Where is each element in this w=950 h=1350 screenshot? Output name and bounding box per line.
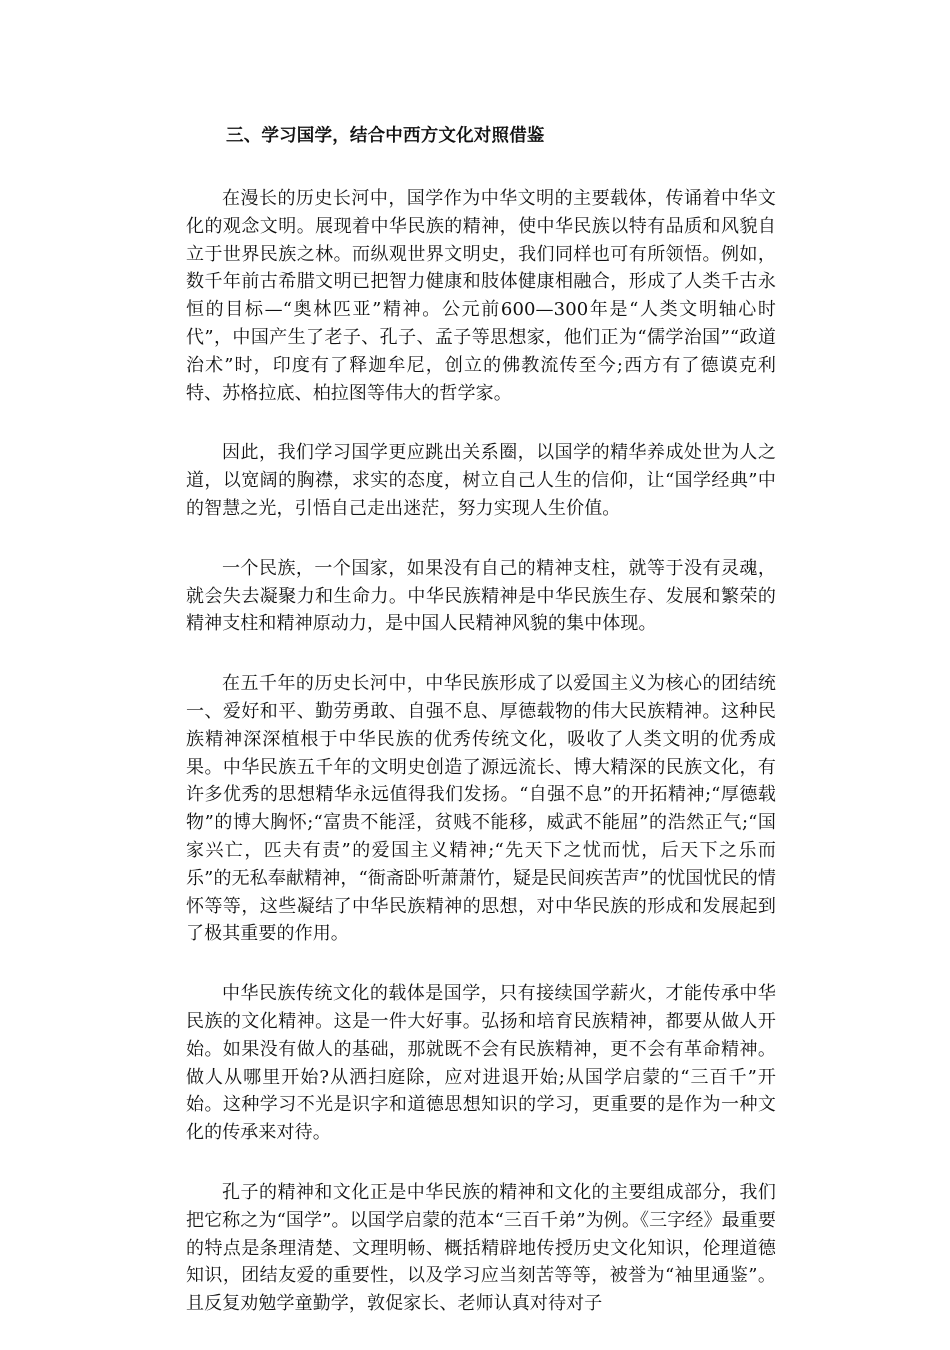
section-heading: 三、学习国学，结合中西方文化对照借鉴 [226, 126, 545, 146]
paragraph-five-thousand-years: 在五千年的历史长河中，中华民族形成了以爱国主义为核心的团结统一、爱好和平、勤劳勇敢、自强不息、厚德载物的伟大民族精神。这种民族精神深深植根于中华民族的优秀传统文化，吸收了人类文明的优秀成果。中华民族五千年的文明史创造了源远流长、博大精深的民族文化，有许多优秀的思想精华永远值得我们发扬。“自强不息”的开拓精神;“厚德载物”的博大胸怀;“富贵不能淫，贫贱不能移，威武不能屈”的浩然正气;“国家兴亡，匹夫有责”的爱国主义精神;“先天下之忧而忧，后天下之乐而乐”的无私奉献精神，“衙斋卧听萧萧竹，疑是民间疾苦声”的忧国忧民的情怀等等，这些凝结了中华民族精神的思想，对中华民族的形成和发展起到了极其重要的作用。 [186, 673, 776, 945]
document-page [186, 120, 776, 1350]
paragraph-confucius: 孔子的精神和文化正是中华民族的精神和文化的主要组成部分，我们把它称之为“国学”。以国学启蒙的范本“三百千弟”为例。《三字经》最重要的特点是条理清楚、文理明畅、概括精辟地传授历史文化知识，伦理道德知识，团结友爱的重要性，以及学习应当刻苦等等，被誉为“袖里通鉴”。且反复劝勉学童勤学，敦促家长、老师认真对待对子 [186, 1181, 776, 1315]
paragraph-traditional-culture: 中华民族传统文化的载体是国学，只有接续国学薪火，才能传承中华民族的文化精神。这是一件大好事。弘扬和培育民族精神，都要从做人开始。如果没有做人的基础，那就既不会有民族精神，更不会有革命精神。做人从哪里开始?从洒扫庭除，应对进退开始;从国学启蒙的“三百千”开始。这种学习不光是识字和道德思想知识的学习，更重要的是作为一种文化的传承来对待。 [186, 983, 776, 1144]
paragraph-history-of-guoxue: 在漫长的历史长河中，国学作为中华文明的主要载体，传诵着中华文化的观念文明。展现着中华民族的精神，使中华民族以特有品质和风貌自立于世界民族之林。而纵观世界文明史，我们同样也可有所领悟。例如，数千年前古希腊文明已把智力健康和肢体健康相融合，形成了人类千古永恒的目标—“奥林匹亚”精神。公元前600—300年是“人类文明轴心时代”，中国产生了老子、孔子、孟子等思想家，他们正为“儒学治国”“政道治术”时，印度有了释迦牟尼，创立的佛教流传至今;西方有了德谟克利特、苏格拉底、柏拉图等伟大的哲学家。 [186, 188, 776, 404]
paragraph-national-spirit: 一个民族，一个国家，如果没有自己的精神支柱，就等于没有灵魂，就会失去凝聚力和生命力。中华民族精神是中华民族生存、发展和繁荣的精神支柱和精神原动力，是中国人民精神风貌的集中体现。 [186, 557, 776, 635]
paragraph-learning-guoxue: 因此，我们学习国学更应跳出关系圈，以国学的精华养成处世为人之道，以宽阔的胸襟，求实的态度，树立自己人生的信仰，让“国学经典”中的智慧之光，引悟自己走出迷茫，努力实现人生价值。 [186, 442, 776, 519]
